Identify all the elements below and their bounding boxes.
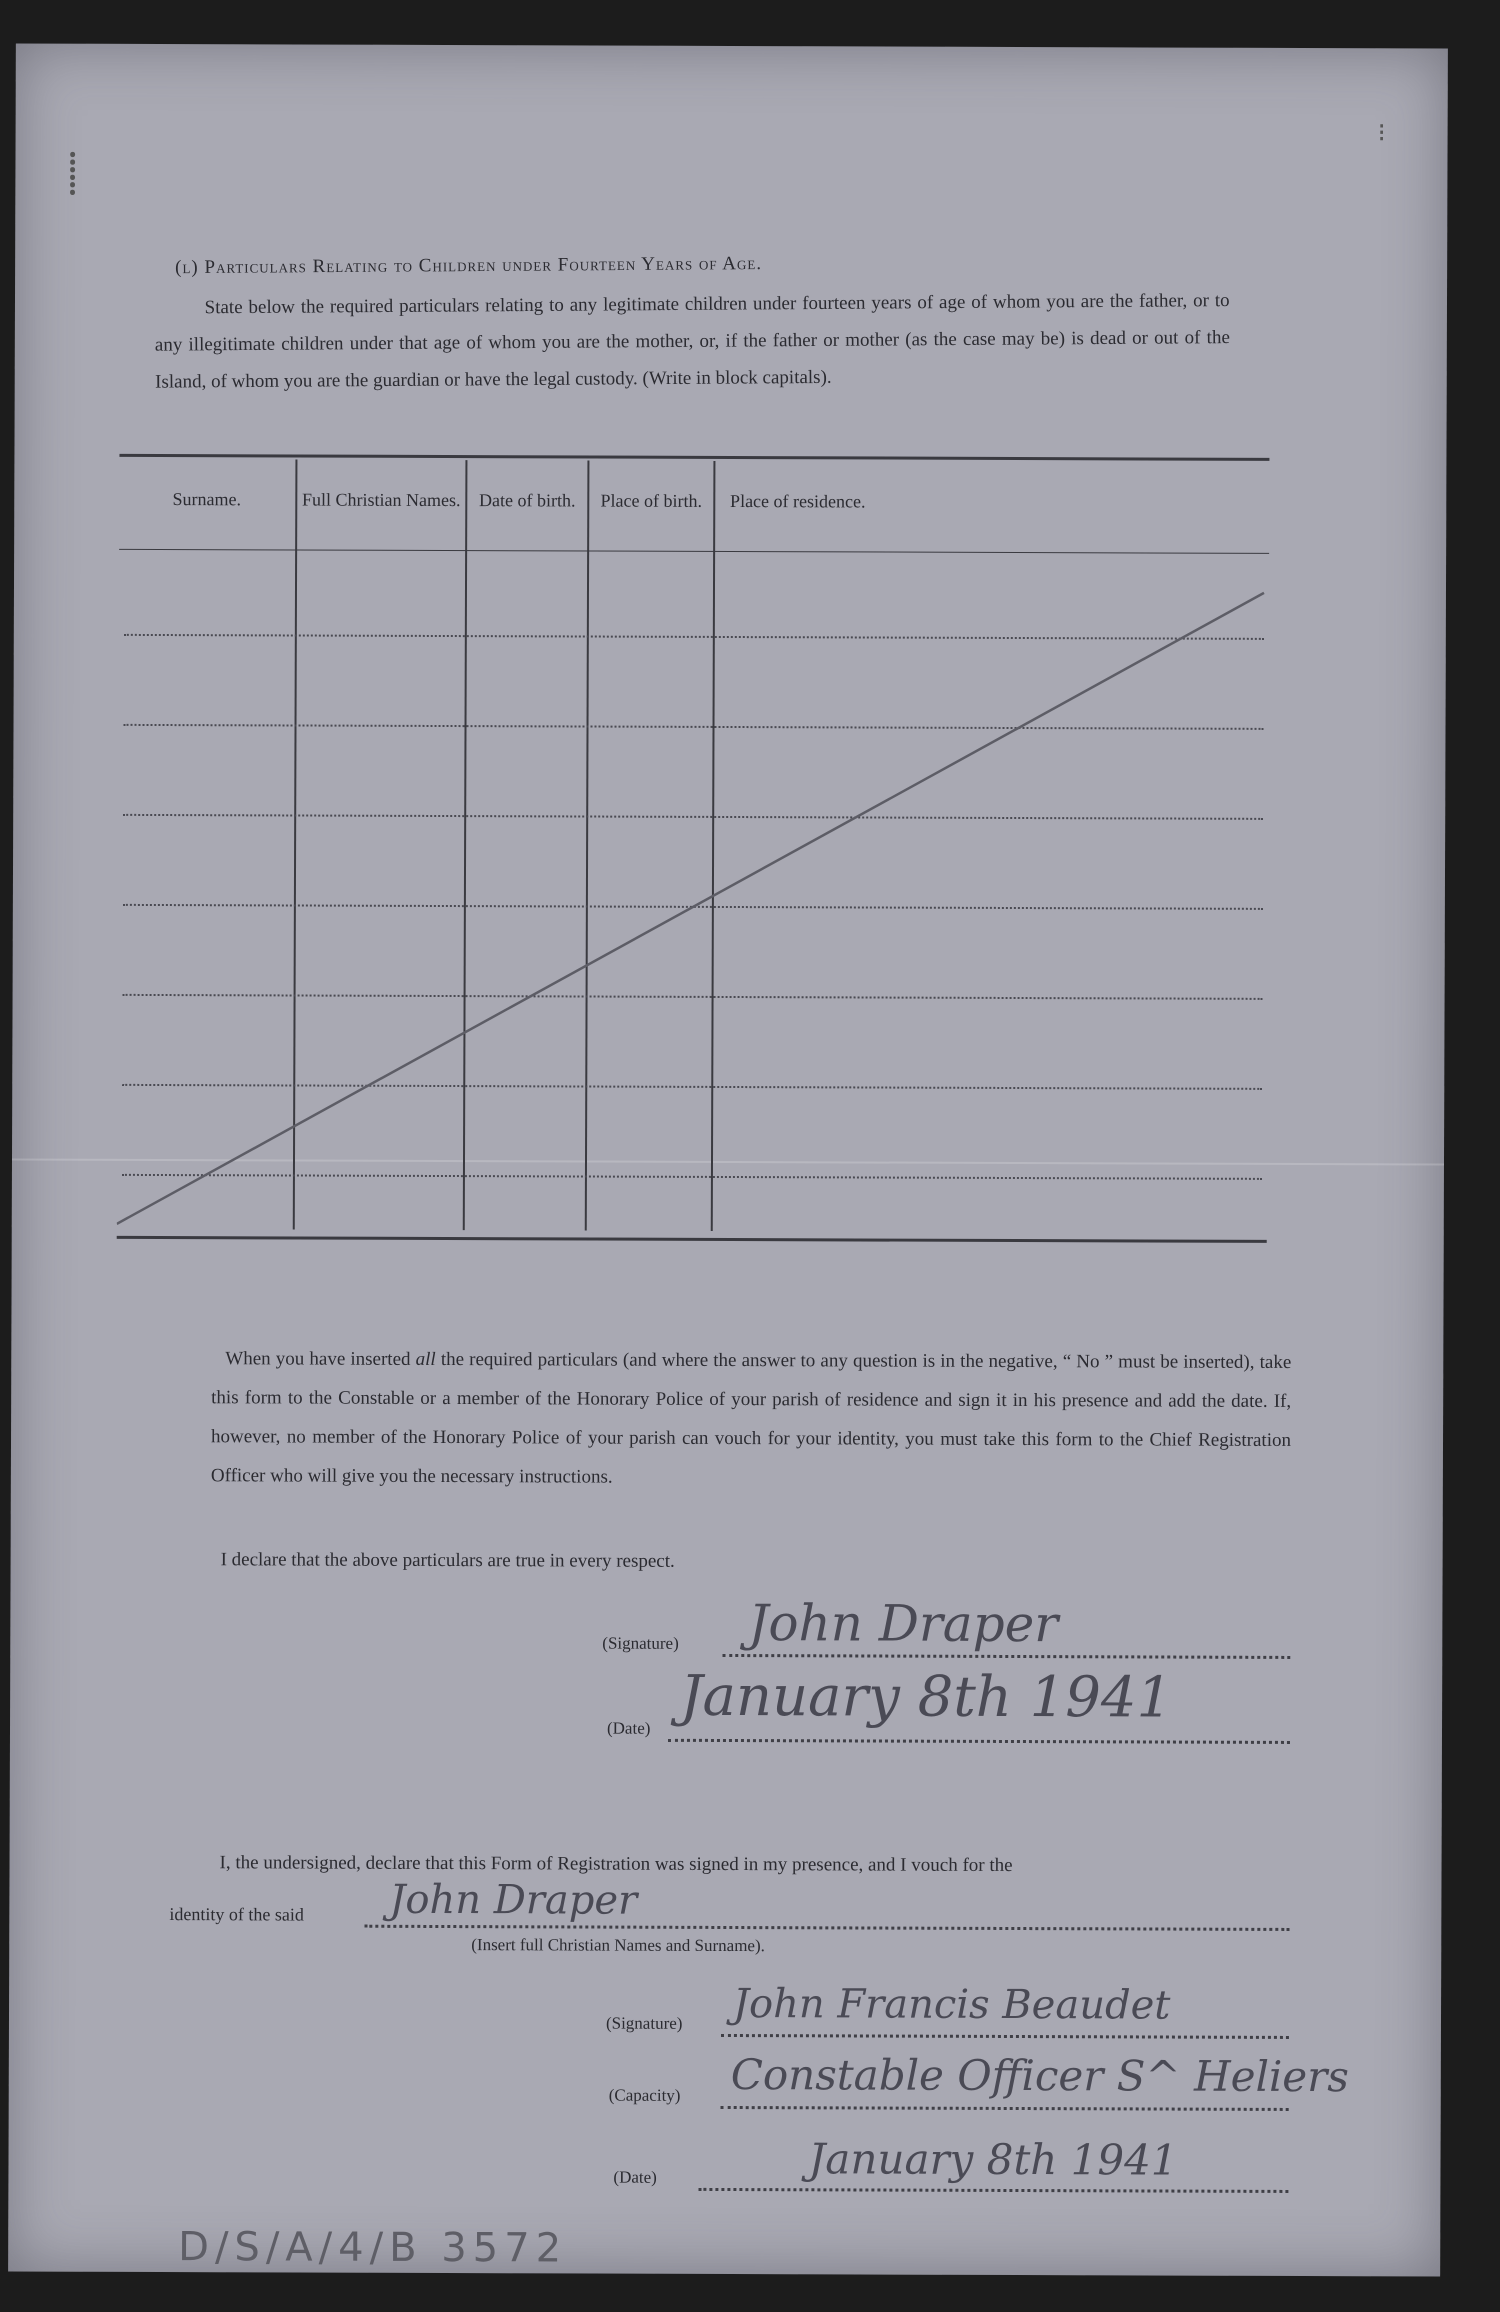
children-table [117,454,1290,1258]
applicant-date: January 8th 1941 [680,1663,1173,1731]
officer-signature-line [721,2034,1289,2039]
applicant-signature: John Draper [748,1594,1059,1654]
insert-name-note: (Insert full Christian Names and Surname). [471,1935,765,1956]
punch-mark: ⁝ [1377,118,1386,148]
officer-signature: John Francis Beaudet [732,1981,1171,2029]
applicant-date-label: (Date) [606,1718,651,1738]
officer-date-label: (Date) [613,2167,657,2187]
column-header-place-of-birth: Place of birth. [600,490,703,511]
intro-instructions: State below the required particulars relating to any legitimate children under fourteen years of age of whom you are the father, or to any illegitimate children under that age of whom you are the mother, or, if the father or mother (as the case may be) is dead or out of the Island, of whom you are the guardian or have the legal custody. (Write in block capitals). [154,290,1230,393]
identity-label: identity of the said [169,1904,304,1925]
capacity-line [721,2106,1289,2111]
applicant-date-line [668,1739,1290,1744]
officer-signature-label: (Signature) [605,2013,683,2033]
strike-through-line [117,454,1290,1258]
archive-reference: D/S/A/4/B 3572 [178,2224,568,2272]
applicant-signature-line [722,1654,1290,1659]
tear-mark: ⸽ [67,150,78,196]
submission-instructions: When you have inserted all the required particulars (and where the answer to any question is in the negative, “ No ” must be inserted), take this form to the Constable or a member of the Honorary Police of your parish of residence and sign it in his presence and add the date. If, however, no member of the Honorary Police of your parish can vouch for your identity, you must take this form to the Chief Registration Officer who will give you the necessary instructions. [210,1348,1292,1488]
section-title: (l) Particulars Relating to Children under Fourteen Years of Age. [175,253,763,279]
capacity-label: (Capacity) [608,2085,681,2105]
column-header-place-of-residence: Place of residence. [730,491,866,512]
officer-capacity: Constable Officer S^ Heliers [730,2050,1349,2102]
identity-line [364,1925,1289,1931]
column-header-date-of-birth: Date of birth. [479,490,576,511]
column-header-surname: Surname. [172,489,242,510]
officer-date: January 8th 1941 [808,2134,1178,2185]
registration-form-page [8,44,1448,2277]
identity-name: John Draper [389,1876,638,1924]
vouch-statement: I, the undersigned, declare that this Form of Registration was signed in my presence, and I vouch for the [219,1852,1013,1876]
column-header-christian-names: Full Christian Names. [302,489,461,511]
officer-date-line [698,2188,1288,2193]
applicant-signature-label: (Signature) [602,1633,679,1653]
declaration-statement: I declare that the above particulars are true in every respect. [220,1549,675,1572]
